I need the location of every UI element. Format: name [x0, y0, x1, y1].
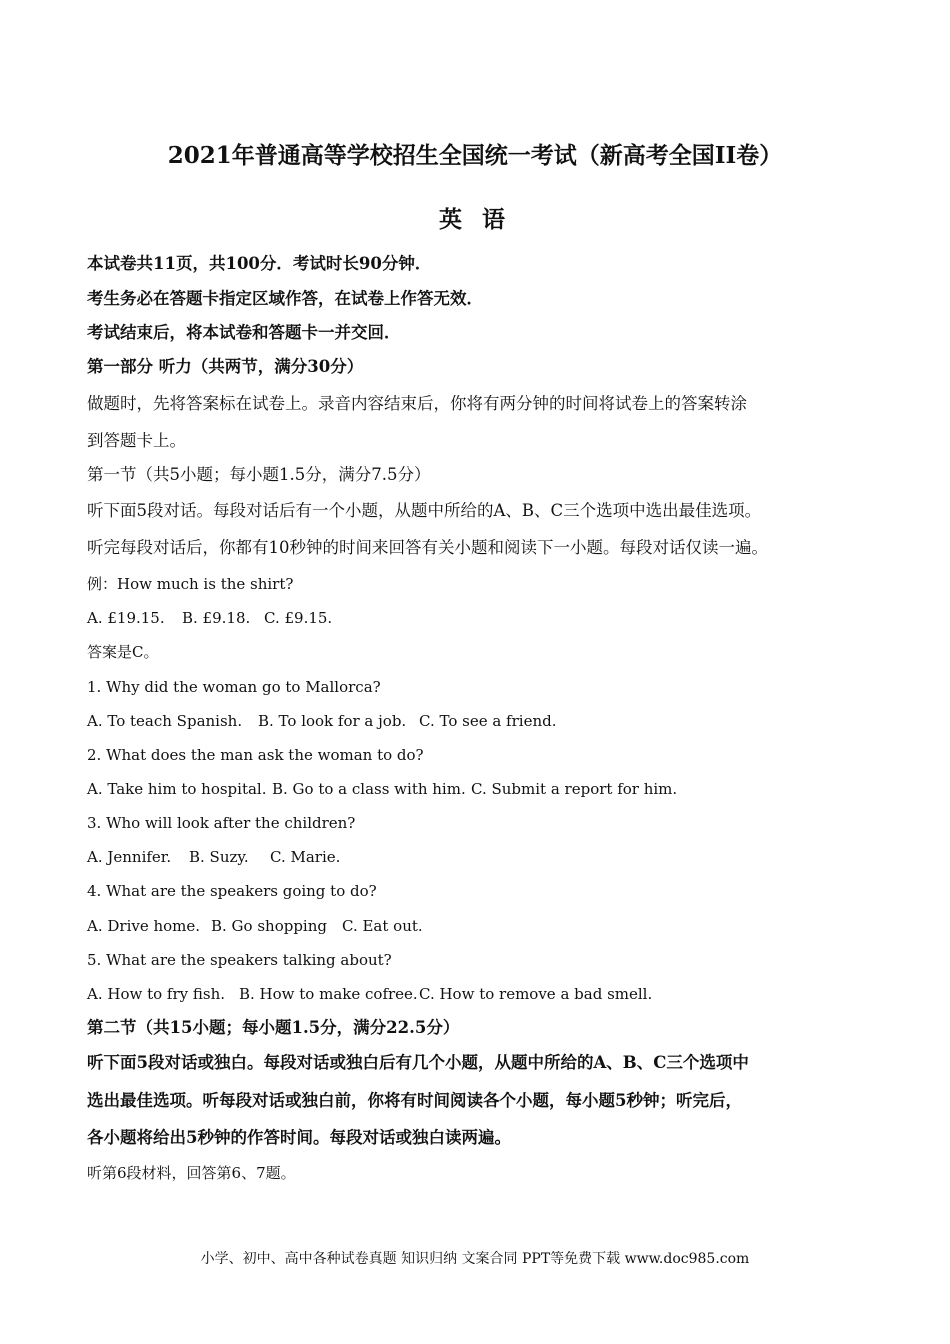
- question-3: 3. Who will look after the children?: [87, 814, 356, 832]
- instruction-2: 考生务必在答题卡指定区域作答，在试卷上作答无效．: [87, 289, 483, 308]
- section2-instr-line1: 听下面5段对话或独白。每段对话或独白后有几个小题，从题中所给的A、B、C三个选项中: [87, 1053, 749, 1072]
- q2-option-c: C. Submit a report for him.: [471, 780, 678, 798]
- q3-option-b: B. Suzy.: [189, 848, 249, 866]
- section2-heading: 第二节（共15小题；每小题1.5分，满分22.5分）: [87, 1018, 460, 1037]
- section1-instr-line2: 听完每段对话后，你都有10秒钟的时间来回答有关小题和阅读下一小题。每段对话仅读一遍。: [87, 538, 768, 557]
- example-answer: 答案是C。: [87, 643, 159, 661]
- q3-option-c: C. Marie.: [270, 848, 341, 866]
- example-options: [87, 611, 332, 626]
- q5-option-b: B. How to make cofree.: [239, 985, 418, 1003]
- question-1-options: [87, 714, 556, 729]
- example-question: 例：How much is the shirt?: [87, 575, 294, 593]
- section1-instr-line1: 听下面5段对话。每段对话后有一个小题，从题中所给的A、B、C三个选项中选出最佳选项。: [87, 501, 762, 520]
- q3-option-a: A. Jennifer.: [87, 848, 172, 866]
- question-2: 2. What does the man ask the woman to do?: [87, 746, 424, 764]
- section1-heading: 第一节（共5小题；每小题1.5分，满分7.5分）: [87, 465, 431, 484]
- q2-option-a: A. Take him to hospital.: [87, 780, 267, 798]
- question-2-options: [87, 782, 677, 797]
- question-3-options: [87, 850, 340, 865]
- q1-option-b: B. To look for a job.: [258, 712, 407, 730]
- exam-title: 2021年普通高等学校招生全国统一考试（新高考全国II卷）: [167, 142, 783, 169]
- question-4: 4. What are the speakers going to do?: [87, 882, 377, 900]
- q4-option-c: C. Eat out.: [342, 917, 423, 935]
- section2-instr-line3: 各小题将给出5秒钟的作答时间。每段对话或独白读两遍。: [87, 1128, 511, 1147]
- q4-option-b: B. Go shopping: [211, 917, 327, 935]
- question-4-options: [87, 919, 423, 934]
- part1-heading: 第一部分 听力（共两节，满分30分）: [87, 357, 364, 376]
- q5-option-a: A. How to fry fish.: [87, 985, 226, 1003]
- question-1: 1. Why did the woman go to Mallorca?: [87, 678, 381, 696]
- page-footer: 小学、初中、高中各种试卷真题 知识归纳 文案合同 PPT等免费下载 www.doc985.com: [200, 1251, 750, 1267]
- material-6-instruction: 听第6段材料，回答第6、7题。: [87, 1164, 296, 1182]
- q2-option-b: B. Go to a class with him.: [272, 780, 466, 798]
- q4-option-a: A. Drive home.: [87, 917, 201, 935]
- example-option-a: A. £19.15.: [87, 609, 165, 627]
- instruction-1: 本试卷共11页，共100分．考试时长90分钟．: [87, 254, 432, 273]
- q1-option-c: C. To see a friend.: [419, 712, 557, 730]
- q1-option-a: A. To teach Spanish.: [87, 712, 243, 730]
- question-5: 5. What are the speakers talking about?: [87, 951, 392, 969]
- subject-heading: 英 语: [438, 206, 511, 233]
- section2-instr-line2: 选出最佳选项。听每段对话或独白前，你将有时间阅读各个小题，每小题5秒钟；听完后，: [87, 1091, 742, 1110]
- example-option-b: B. £9.18.: [182, 609, 251, 627]
- part1-intro-line2: 到答题卡上。: [87, 431, 186, 450]
- question-5-options: [87, 987, 652, 1002]
- instruction-3: 考试结束后，将本试卷和答题卡一并交回．: [87, 323, 401, 342]
- q5-option-c: C. How to remove a bad smell.: [419, 985, 653, 1003]
- part1-intro-line1: 做题时，先将答案标在试卷上。录音内容结束后，你将有两分钟的时间将试卷上的答案转涂: [87, 394, 747, 413]
- example-option-c: C. £9.15.: [264, 609, 333, 627]
